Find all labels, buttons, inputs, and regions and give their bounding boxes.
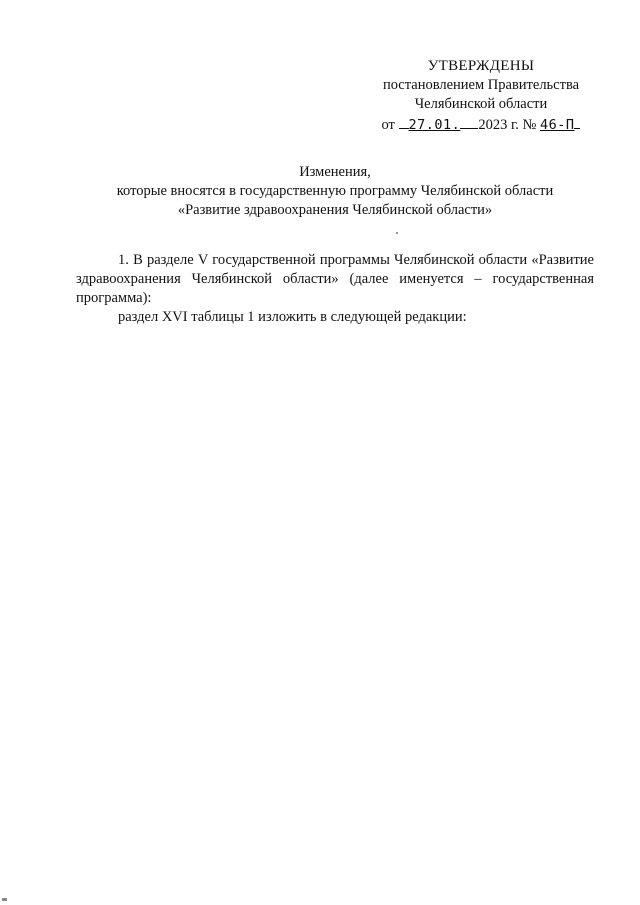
date-underline-right [460, 114, 478, 129]
body-paragraph-1: 1. В разделе V государственной программы Челябинской области «Развитие здравоохранения Челябинской области» (далее именуется – государственная программа): [76, 252, 594, 306]
approval-line-2: Челябинской области [414, 96, 548, 112]
document-title [60, 163, 610, 220]
document-body [76, 251, 594, 327]
approval-number: 46-П [539, 117, 575, 133]
body-paragraph-2: раздел XVI таблицы 1 изложить в следующей редакции: [118, 309, 467, 325]
approval-year-label: 2023 г. № [478, 117, 537, 133]
approval-line-1: постановлением Правительства [382, 77, 580, 93]
title-line-1: Изменения, [299, 164, 371, 180]
title-line-2: которые вносятся в государственную программу Челябинской области [116, 183, 554, 199]
approved-heading: УТВЕРЖДЕНЫ [427, 58, 535, 74]
date-underline-left [399, 114, 409, 129]
approval-date-line [366, 114, 596, 135]
number-underline [574, 114, 580, 129]
approval-stamp-block [366, 57, 596, 135]
title-line-3: «Развитие здравоохранения Челябинской области» [177, 202, 493, 218]
approval-from-label: от [381, 117, 395, 133]
scan-edge-mark [2, 898, 7, 901]
approval-date: 27.01. [408, 117, 461, 133]
scan-dot [396, 232, 398, 234]
